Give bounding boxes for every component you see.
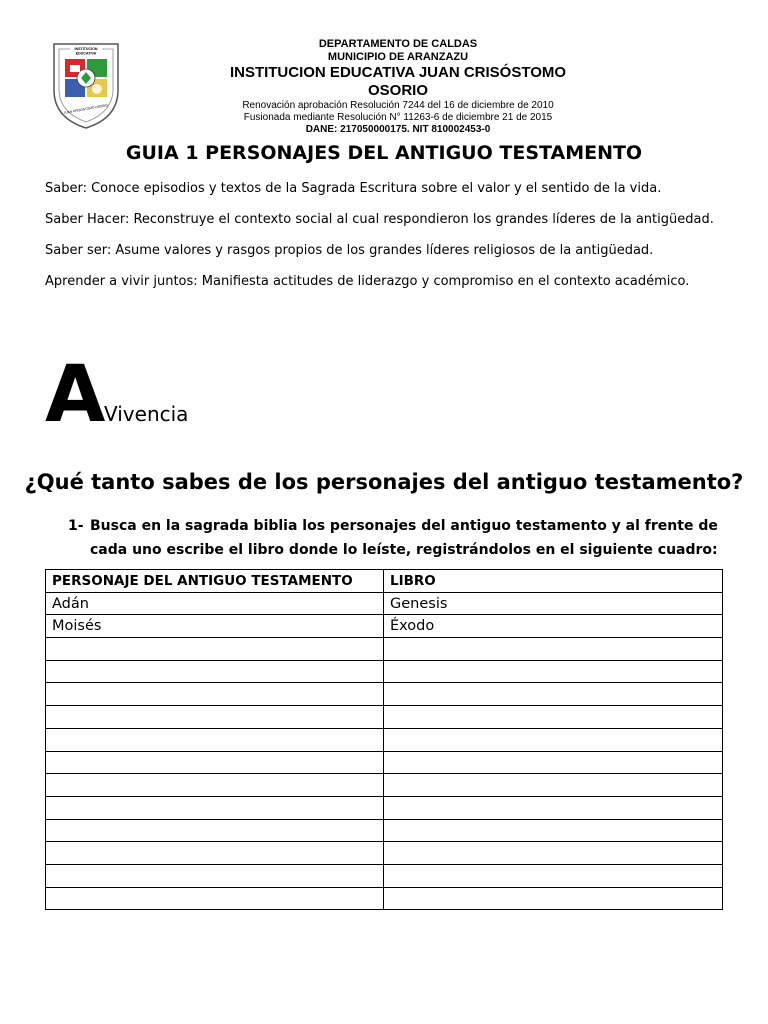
table-row	[46, 774, 723, 797]
competency-saber: Saber: Conoce episodios y textos de la Sagrada Escritura sobre el valor y el sentido de la vida.	[45, 181, 662, 196]
cell-character[interactable]	[46, 683, 384, 706]
section-label: Vivencia	[104, 402, 189, 426]
cell-character[interactable]: Moisés	[46, 615, 384, 638]
cell-character[interactable]	[46, 842, 384, 865]
cell-character[interactable]	[46, 751, 384, 774]
cell-character[interactable]	[46, 706, 384, 729]
competency-saber-ser: Saber ser: Asume valores y rasgos propios de los grandes líderes religiosos de la antigüedad.	[45, 243, 654, 258]
cell-book[interactable]	[384, 660, 723, 683]
table-row	[46, 615, 723, 638]
svg-text:INSTITUCION: INSTITUCION	[74, 47, 98, 51]
cell-book[interactable]	[384, 638, 723, 661]
svg-text:EDUCATIVA: EDUCATIVA	[75, 51, 97, 56]
table-row	[46, 751, 723, 774]
section-question: ¿Qué tanto sabes de los personajes del antiguo testamento?	[24, 470, 744, 494]
table-header-row	[46, 570, 723, 593]
table-row	[46, 796, 723, 819]
table-row	[46, 683, 723, 706]
cell-book[interactable]	[384, 796, 723, 819]
institution-name: INSTITUCION EDUCATIVA JUAN CRISÓSTOMO OSORIO	[229, 64, 567, 99]
cell-book[interactable]: Éxodo	[384, 615, 723, 638]
renewal-resolution: Renovación aprobación Resolución 7244 del 16 de diciembre de 2010	[242, 100, 554, 111]
cell-character[interactable]	[46, 864, 384, 887]
cell-book[interactable]	[384, 842, 723, 865]
table-row	[46, 706, 723, 729]
svg-text:JUAN CRISOSTOMO OSORIO: JUAN CRISOSTOMO OSORIO	[63, 103, 109, 115]
merger-resolution: Fusionada mediante Resolución N° 11263-6 de diciembre 21 de 2015	[243, 112, 553, 123]
table-row	[46, 638, 723, 661]
document-header	[0, 0, 768, 135]
cell-book[interactable]	[384, 706, 723, 729]
cell-character[interactable]	[46, 638, 384, 661]
cell-character[interactable]	[46, 660, 384, 683]
dane-nit-line: DANE: 217050000175. NIT 810002453-0	[305, 124, 491, 135]
table-row	[46, 819, 723, 842]
cell-book[interactable]	[384, 751, 723, 774]
cell-character[interactable]	[46, 819, 384, 842]
cell-character[interactable]	[46, 796, 384, 819]
cell-character[interactable]	[46, 774, 384, 797]
cell-book[interactable]: Genesis	[384, 592, 723, 615]
municipality-line: MUNICIPIO DE ARANZAZU	[327, 51, 469, 63]
cell-character[interactable]	[46, 728, 384, 751]
table-row	[46, 864, 723, 887]
school-crest-logo	[50, 38, 122, 130]
table-row	[46, 842, 723, 865]
cell-book[interactable]	[384, 728, 723, 751]
table-row	[46, 660, 723, 683]
cell-book[interactable]	[384, 864, 723, 887]
instruction-text: Busca en la sagrada biblia los personajes del antiguo testamento y al frente de cada uno escribe el libro donde lo leíste, registrándolos en el siguiente cuadro:	[90, 518, 718, 558]
instruction-number: 1-	[68, 518, 84, 534]
cell-book[interactable]	[384, 683, 723, 706]
header-text-block	[200, 38, 596, 136]
cell-character[interactable]	[46, 887, 384, 910]
table-row	[46, 592, 723, 615]
section-letter: A	[45, 350, 104, 440]
department-line: DEPARTAMENTO DE CALDAS	[318, 38, 478, 50]
cell-book[interactable]	[384, 819, 723, 842]
characters-table	[45, 569, 723, 910]
cell-character[interactable]: Adán	[46, 592, 384, 615]
competency-vivir-juntos: Aprender a vivir juntos: Manifiesta actitudes de liderazgo y compromiso en el contexto académico.	[45, 274, 690, 289]
header-character: PERSONAJE DEL ANTIGUO TESTAMENTO	[46, 570, 384, 593]
cell-book[interactable]	[384, 774, 723, 797]
guide-title: GUIA 1 PERSONAJES DEL ANTIGUO TESTAMENTO	[125, 142, 643, 164]
instruction-item	[68, 514, 728, 562]
table-row	[46, 728, 723, 751]
table-row	[46, 887, 723, 910]
header-book: LIBRO	[384, 570, 723, 593]
competency-saber-hacer: Saber Hacer: Reconstruye el contexto social al cual respondieron los grandes líderes de la antigüedad.	[45, 212, 714, 227]
cell-book[interactable]	[384, 887, 723, 910]
